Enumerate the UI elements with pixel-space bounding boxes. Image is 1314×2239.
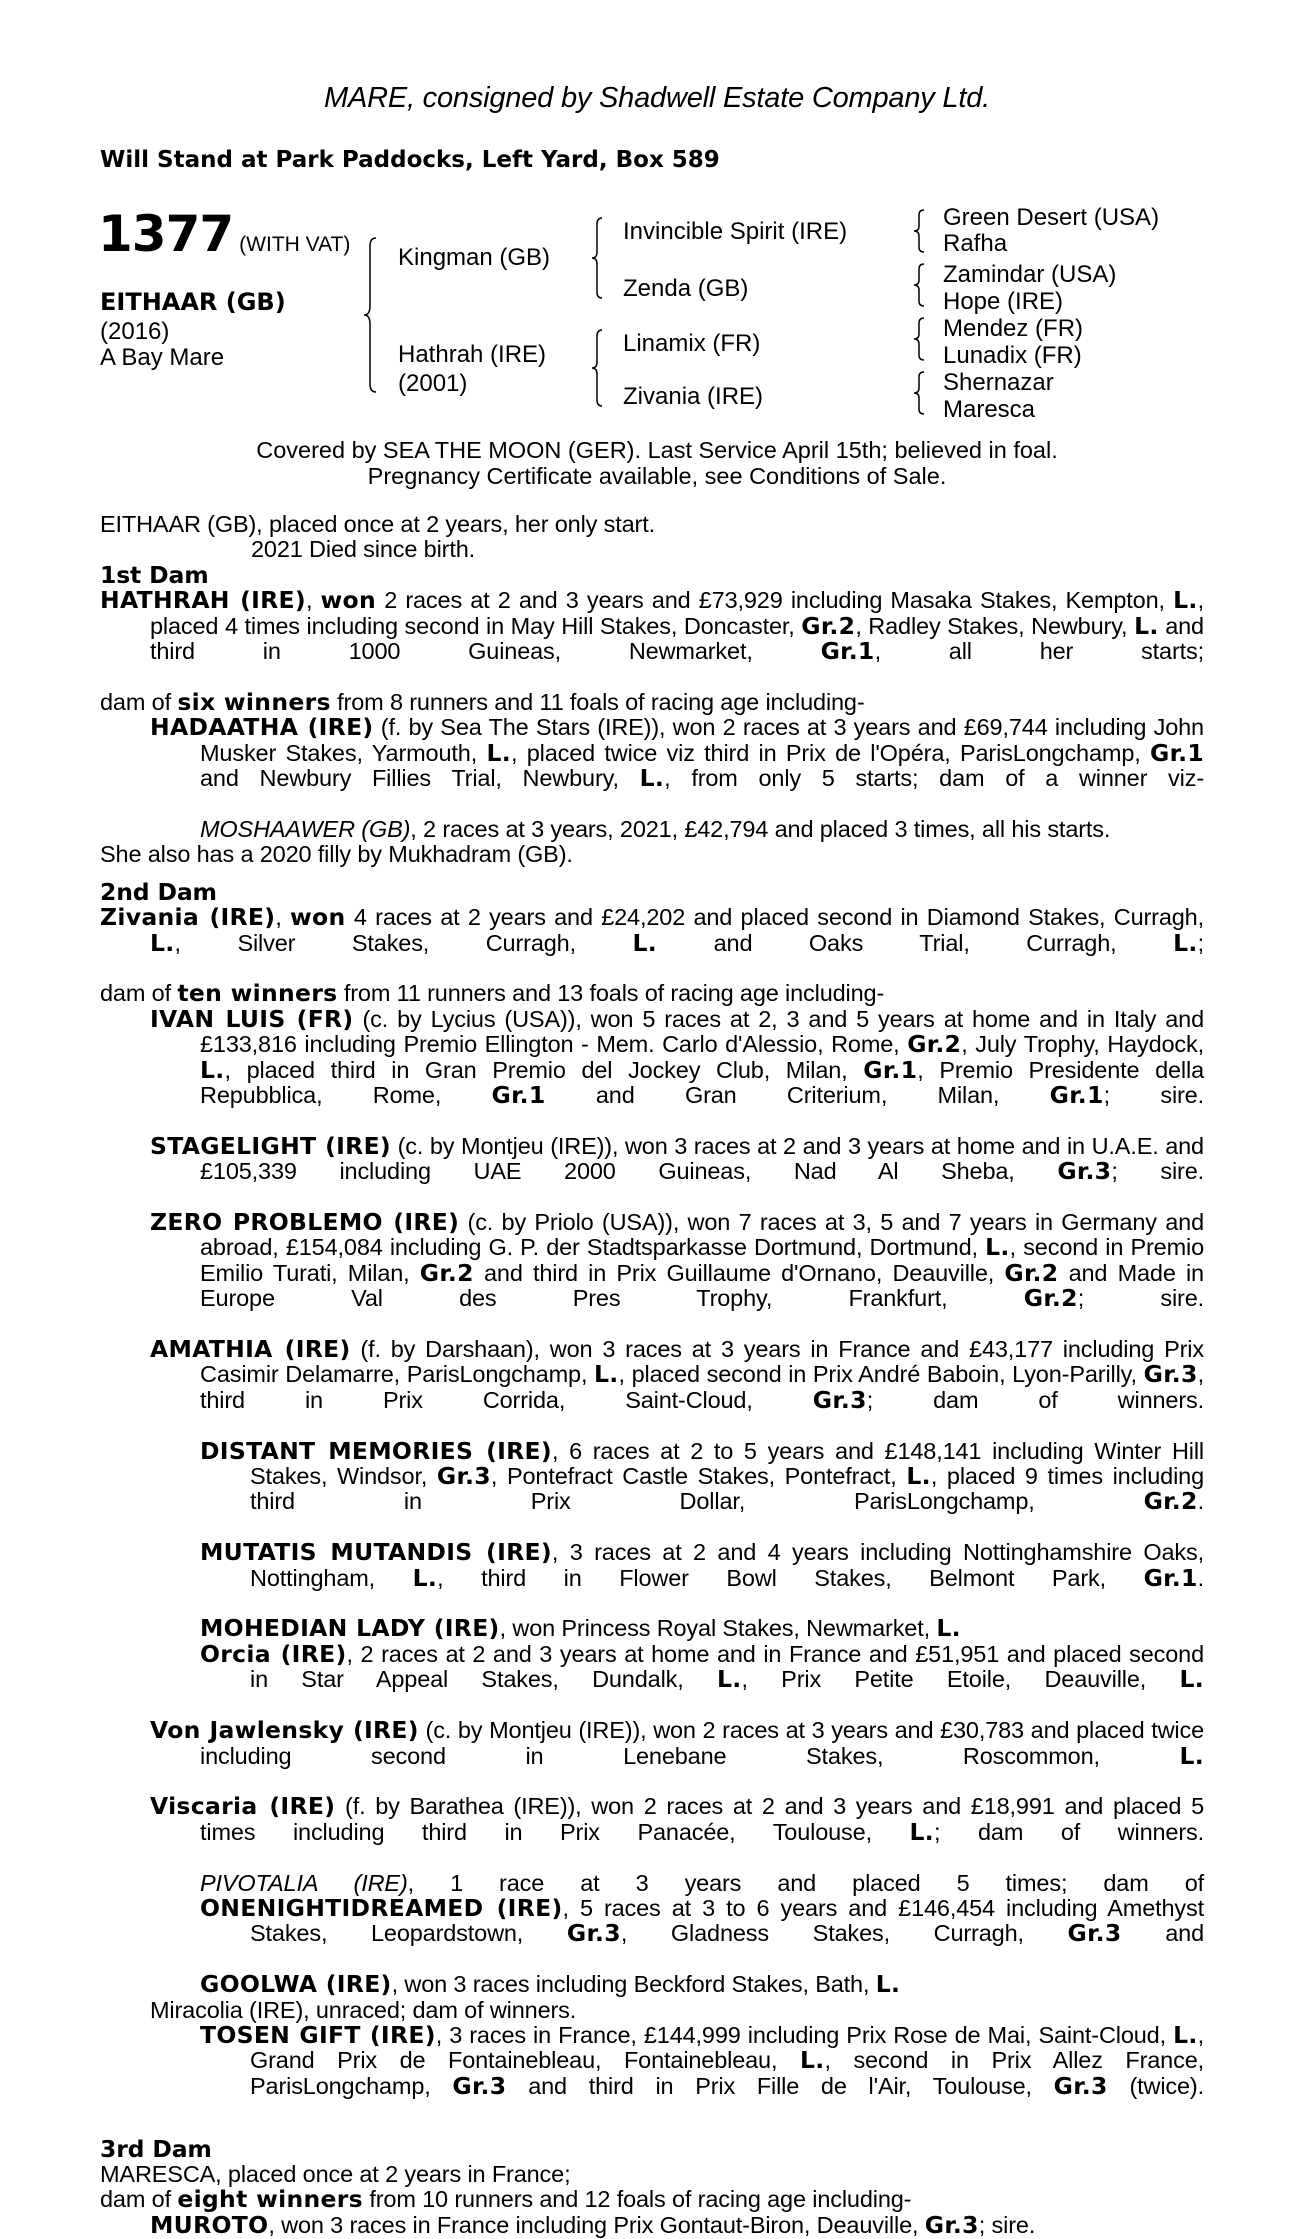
consignor-line: MARE, consigned by Shadwell Estate Company Ltd. (323, 82, 990, 114)
sire-dam-brace (362, 236, 378, 394)
sd-brace (912, 262, 926, 308)
produce-muroto: MUROTO, won 3 races in France including Prix Gontaut-Biron, Deauville, Gr.3; sire. (150, 2210, 1036, 2239)
produce-von-jawlensky: Von Jawlensky (IRE) (c. by Montjeu (IRE)), won 2 races at 3 years and £30,783 and placed twice including second in Lenebane Stakes, Roscommon, L. (150, 1716, 1204, 1770)
vat-note: (WITH VAT) (239, 233, 351, 256)
produce-distant-memories: DISTANT MEMORIES (IRE), 6 races at 2 to 5 years and £148,141 including Winter Hill Stakes, Windsor, Gr.3, Pontefract Castle Stakes, Pontefract, L., placed 9 times including third in Prix Dollar, ParisLongchamp, Gr.2. (200, 1436, 1205, 1516)
pedigree-sire: Kingman (GB) (398, 244, 551, 271)
produce-tosen-gift: TOSEN GIFT (IRE), 3 races in France, £144,999 including Prix Rose de Mai, Saint-Cloud, L., Grand Prix de Fontainebleau, Fontainebleau, L., second in Prix Allez France, ParisLongchamp, Gr.3 and third in Prix Fille de l'Air, Toulouse, Gr.3 (twice). (200, 2020, 1205, 2100)
ds-brace (912, 316, 926, 362)
produce-amathia: AMATHIA (IRE) (f. by Darshaan), won 3 races at 3 years in France and £43,177 including Prix Casimir Delamarre, ParisLongchamp, L., placed second in Prix André Baboin, Lyon-Parilly, Gr.3, third in Prix Corrida, Saint-Cloud, Gr.3; dam of winners. (150, 1335, 1205, 1414)
horse-name: EITHAAR (GB) (100, 288, 286, 316)
horse-description: A Bay Mare (100, 344, 225, 371)
pedigree-dam-year: (2001) (398, 370, 468, 397)
hadaatha-name: HADAATHA (IRE) (150, 713, 374, 742)
first-dam-produce: dam of six winners from 8 runners and 11 foals of racing age including- (100, 687, 865, 716)
pedigree-ss-sire: Green Desert (USA) (943, 204, 1160, 231)
intro-line-2: 2021 Died since birth. (251, 536, 476, 563)
produce-pivotalia: PIVOTALIA (IRE), 1 race at 3 years and placed 5 times; dam of (200, 1869, 1204, 1896)
third-dam-heading: 3rd Dam (100, 2134, 212, 2163)
catalogue-body (100, 512, 1204, 2238)
intro-line-1: EITHAAR (GB), placed once at 2 years, her only start. (100, 511, 655, 537)
pedigree-dam-sire: Linamix (FR) (623, 330, 761, 357)
sire-brace (590, 216, 604, 300)
produce-stagelight: STAGELIGHT (IRE) (c. by Montjeu (IRE)), won 3 races at 2 and 3 years at home and in U.A.E. and £105,339 including UAE 2000 Guineas, Nad Al Sheba, Gr.3; sire. (150, 1131, 1205, 1186)
produce-zero-problemo: ZERO PROBLEMO (IRE) (c. by Priolo (USA)), won 7 races at 3, 5 and 7 years in Germany and abroad, £154,084 including G. P. der Stadtsparkasse Dortmund, Dortmund, L., second in Premio Emilio Turati, Milan, Gr.2 and third in Prix Guillaume d'Ornano, Deauville, Gr.2 and Made in Europe Val des Pres Trophy, Frankfurt, Gr.2; sire. (150, 1207, 1204, 1313)
horse-year: (2016) (100, 318, 170, 345)
produce-miracolia: Miracolia (IRE), unraced; dam of winners. (150, 1996, 577, 2023)
first-dam-heading: 1st Dam (100, 560, 209, 589)
second-dam-name: Zivania (IRE) (100, 903, 276, 932)
first-dam-entry: HATHRAH (IRE), won 2 races at 2 and 3 years and £73,929 including Masaka Stakes, Kempton, L., placed 4 times including second in May Hill Stakes, Doncaster, Gr.2, Radley Stakes, Newbury, L. and third in 1000 Guineas, Newmarket, Gr.1, all her starts; (100, 586, 1205, 666)
second-dam-heading: 2nd Dam (100, 877, 217, 906)
produce-ivan-luis: IVAN LUIS (FR) (c. by Lycius (USA)), won 5 races at 2, 3 and 5 years at home and in Italy and £133,816 including Premio Ellington - Mem. Carlo d'Alessio, Rome, Gr.2, July Trophy, Haydock, L., placed third in Gran Premio del Jockey Club, Milan, Gr.1, Premio Presidente della Repubblica, Rome, Gr.1 and Gran Criterium, Milan, Gr.1; sire. (150, 1004, 1204, 1109)
pedigree-dd-sire: Shernazar (943, 369, 1054, 396)
produce-viscaria: Viscaria (IRE) (f. by Barathea (IRE)), won 2 races at 2 and 3 years and £18,991 and placed 5 times including third in Prix Panacée, Toulouse, L.; dam of winners. (150, 1792, 1204, 1846)
produce-mohedian-lady: MOHEDIAN LADY (IRE), won Princess Royal Stakes, Newmarket, L. (200, 1614, 961, 1643)
second-dam-entry: Zivania (IRE), won 4 races at 2 years and £24,202 and placed second in Diamond Stakes, Curragh, L., Silver Stakes, Curragh, L. and Oaks Trial, Curragh, L.; (100, 903, 1204, 957)
produce-goolwa: GOOLWA (IRE), won 3 races including Beckford Stakes, Bath, L. (200, 1970, 901, 1999)
pedigree-ds-dam: Lunadix (FR) (943, 342, 1082, 369)
produce-moshaawer: MOSHAAWER (GB), 2 races at 3 years, 2021, £42,794 and placed 3 times, all his starts. (200, 815, 1111, 842)
pedigree-ds-sire: Mendez (FR) (943, 315, 1084, 342)
produce-orcia: Orcia (IRE), 2 races at 2 and 3 years at home and in France and £51,951 and placed second in Star Appeal Stakes, Dundalk, L., Prix Petite Etoile, Deauville, L. (200, 1639, 1205, 1694)
produce-mutatis-mutandis: MUTATIS MUTANDIS (IRE), 3 races at 2 and 4 years including Nottinghamshire Oaks, Nottingham, L., third in Flower Bowl Stakes, Belmont Park, Gr.1. (200, 1538, 1204, 1592)
first-dam-also: She also has a 2020 filly by Mukhadram (GB). (100, 841, 573, 868)
third-dam-entry: MARESCA, placed once at 2 years in France; (100, 2161, 571, 2188)
third-dam-produce: dam of eight winners from 10 runners and 12 foals of racing age including- (100, 2185, 912, 2214)
dam-brace (590, 328, 604, 408)
lot-number-value: 1377 (98, 205, 234, 263)
covering-note (0, 437, 1314, 489)
lot-number (98, 205, 350, 263)
produce-hadaatha: HADAATHA (IRE) (f. by Sea The Stars (IRE)), won 2 races at 3 years and £69,744 including John Musker Stakes, Yarmouth, L., placed twice viz third in Prix de l'Opéra, ParisLongchamp, Gr.1 and Newbury Fillies Trial, Newbury, L., from only 5 starts; dam of a winner viz- (150, 713, 1204, 793)
dd-brace (912, 370, 926, 416)
ss-brace (912, 208, 926, 254)
pedigree-dam: Hathrah (IRE) (398, 341, 547, 368)
second-dam-produce: dam of ten winners from 11 runners and 13 foals of racing age including- (100, 979, 885, 1008)
pedigree-dam-dam: Zivania (IRE) (623, 383, 764, 410)
pedigree-dd-dam: Maresca (943, 396, 1036, 423)
stand-location: Will Stand at Park Paddocks, Left Yard, Box 589 (100, 147, 720, 173)
pedigree-sd-dam: Hope (IRE) (943, 288, 1064, 315)
pedigree-ss-dam: Rafha (943, 230, 1008, 257)
covering-line-2: Pregnancy Certificate available, see Conditions of Sale. (367, 463, 947, 489)
pedigree-sire-sire: Invincible Spirit (IRE) (623, 218, 848, 245)
covering-line-1: Covered by SEA THE MOON (GER). Last Service April 15th; believed in foal. (256, 437, 1058, 463)
pedigree-sire-dam: Zenda (GB) (623, 275, 749, 302)
pedigree-sd-sire: Zamindar (USA) (943, 261, 1117, 288)
produce-onenightidreamed: ONENIGHTIDREAMED (IRE), 5 races at 3 to 6 years and £146,454 including Amethyst Stakes, Leopardstown, Gr.3, Gladness Stakes, Curragh, Gr.3 and (200, 1893, 1204, 1948)
first-dam-name: HATHRAH (IRE) (100, 586, 306, 615)
